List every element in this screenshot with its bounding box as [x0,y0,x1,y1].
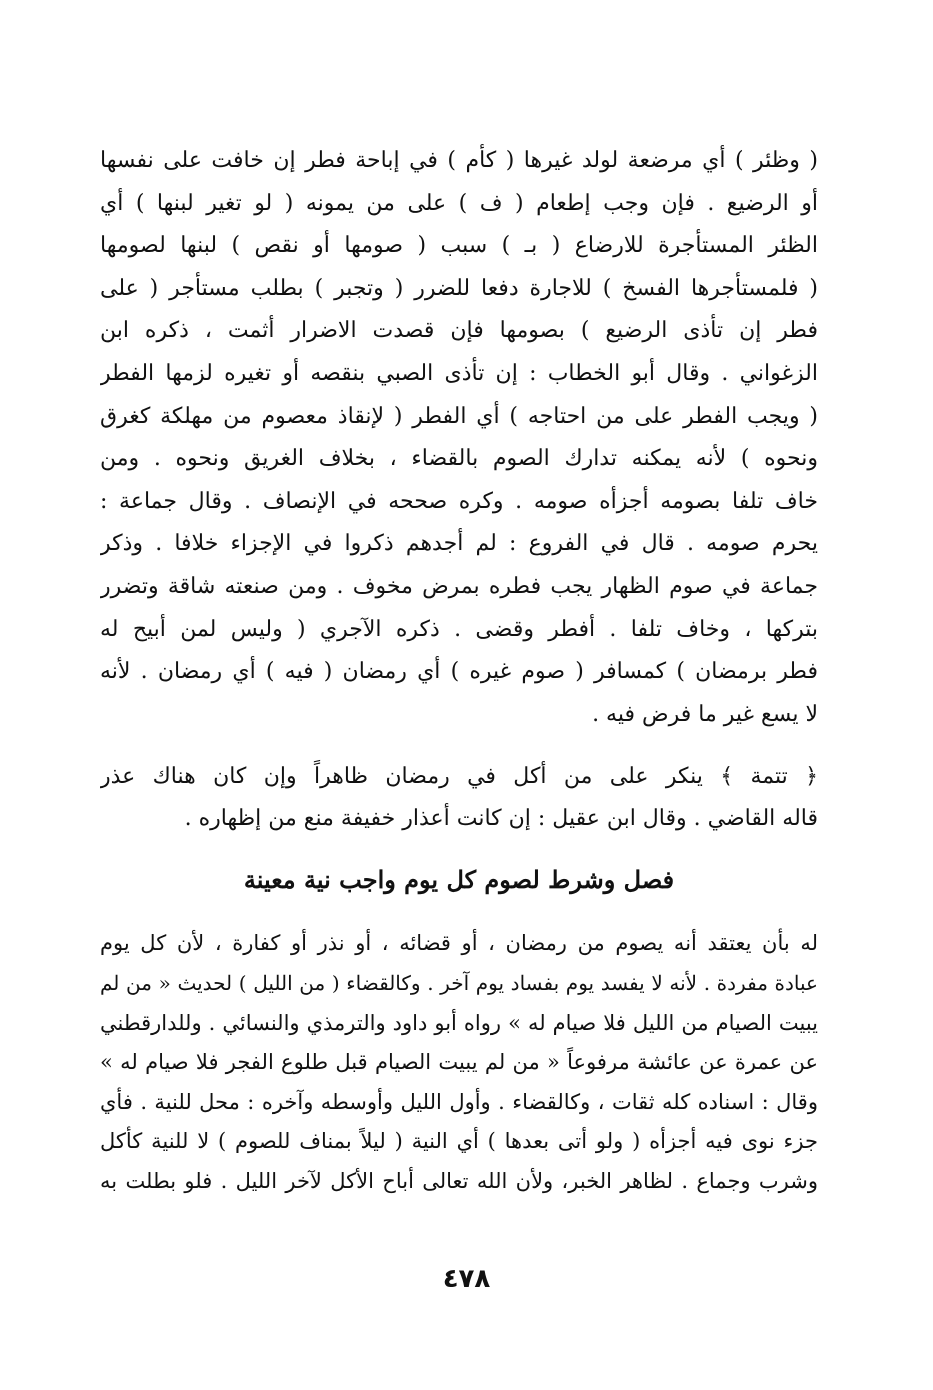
text-line: الزغواني . وقال أبو الخطاب : إن تأذى الصبي بنقصه أو تغيره لزمها الفطر [100,360,818,386]
paragraph-addendum [100,756,818,840]
text-line: فطر برمضان ) كمسافر ( صوم غيره ) أي رمضان ( فيه ) أي رمضان . لأنه [100,659,818,685]
text-line: ﴿ تتمة ﴾ ينكر على من أكل في رمضان ظاهراً وإن كان هناك عذر [100,764,818,790]
text-line: لا يسع غير ما فرض فيه . [592,701,818,727]
text-line: يحرم صومه . قال في الفروع : لم أجدهم ذكروا في الإجزاء خلافا . وذكر [100,531,818,557]
text-line: وقال : اسناده كله ثقات ، وكالقضاء . وأول الليل وأوسطه وآخره : محل للنية . فأي [100,1089,818,1114]
text-line: له بأن يعتقد أنه يصوم من رمضان ، أو قضائه ، أو نذر أو كفارة ، لأن كل يوم [100,931,818,956]
page-body [100,140,818,1201]
text-line: ( وظئر ) أي مرضعة لولد غيرها ( كأم ) في إباحة فطر إن خافت على نفسها [100,148,818,173]
text-line: جزء نوى فيه أجزأه ( ولو أتى بعدها ) أي النية ( ليلاً بمناف للصوم ) لا للنية كأكل [100,1129,818,1154]
text-line: قاله القاضي . وقال ابن عقيل : إن كانت أعذار خفيفة منع من إظهاره . [184,806,818,832]
text-line: يبيت الصيام من الليل فلا صيام له » رواه أبو داود والترمذي والنسائي . وللدارقطني [100,1010,818,1035]
text-line: خاف تلفا بصومه أجزأه صومه . وكره صححه في الإنصاف . وقال جماعة : [100,488,818,514]
text-line: أو الرضيع . فإن وجب إطعام ( ف ) على من يمونه ( لو تغير لبنها ) أي [100,190,818,216]
section-heading: فصل وشرط لصوم كل يوم واجب نية معينة [243,865,675,895]
paragraph-nursing-fasting [100,140,818,736]
text-line: فطر إن تأذى الرضيع ) بصومها فإن قصدت الاضرار أثمت ، ذكره ابن [100,318,818,344]
paragraph-intention [100,924,818,1201]
text-line: ( ويجب الفطر على من احتاجه ) أي الفطر ( لإنقاذ معصوم من مهلكة كغرق [100,403,818,429]
text-line: ( فلمستأجرها الفسخ ) للاجارة دفعا للضرر ( وتجبر ) بطلب مستأجر ( على [100,275,818,301]
text-line: عبادة مفردة . لأنه لا يفسد يوم بفساد يوم آخر . وكالقضاء ( من الليل ) لحديث « من لم [100,970,818,995]
page-number: ٤٧٨ [442,1264,491,1294]
text-line: جماعة في صوم الظهار يجب فطره بمرض مخوف . ومن صنعته شاقة وتضرر [100,573,818,599]
text-line: عن عمرة عن عائشة مرفوعاً « من لم يبيت الصيام قبل طلوع الفجر فلا صيام له » [100,1050,818,1075]
text-line: بتركها ، وخاف تلفا . أفطر وقضى . ذكره الآجري ( وليس لمن أبيح له [100,616,818,642]
text-line: وشرب وجماع . لظاهر الخبر، ولأن الله تعالى أباح الأكل لآخر الليل . فلو بطلت به [100,1168,818,1193]
text-line: ونحوه ) لأنه يمكنه تدارك الصوم بالقضاء ، بخلاف الغريق ونحوه . ومن [100,446,818,472]
text-line: الظئر المستأجرة للارضاع ( بـ ) سبب ( صومها أو نقص ) لبنها لصومها [100,233,818,259]
